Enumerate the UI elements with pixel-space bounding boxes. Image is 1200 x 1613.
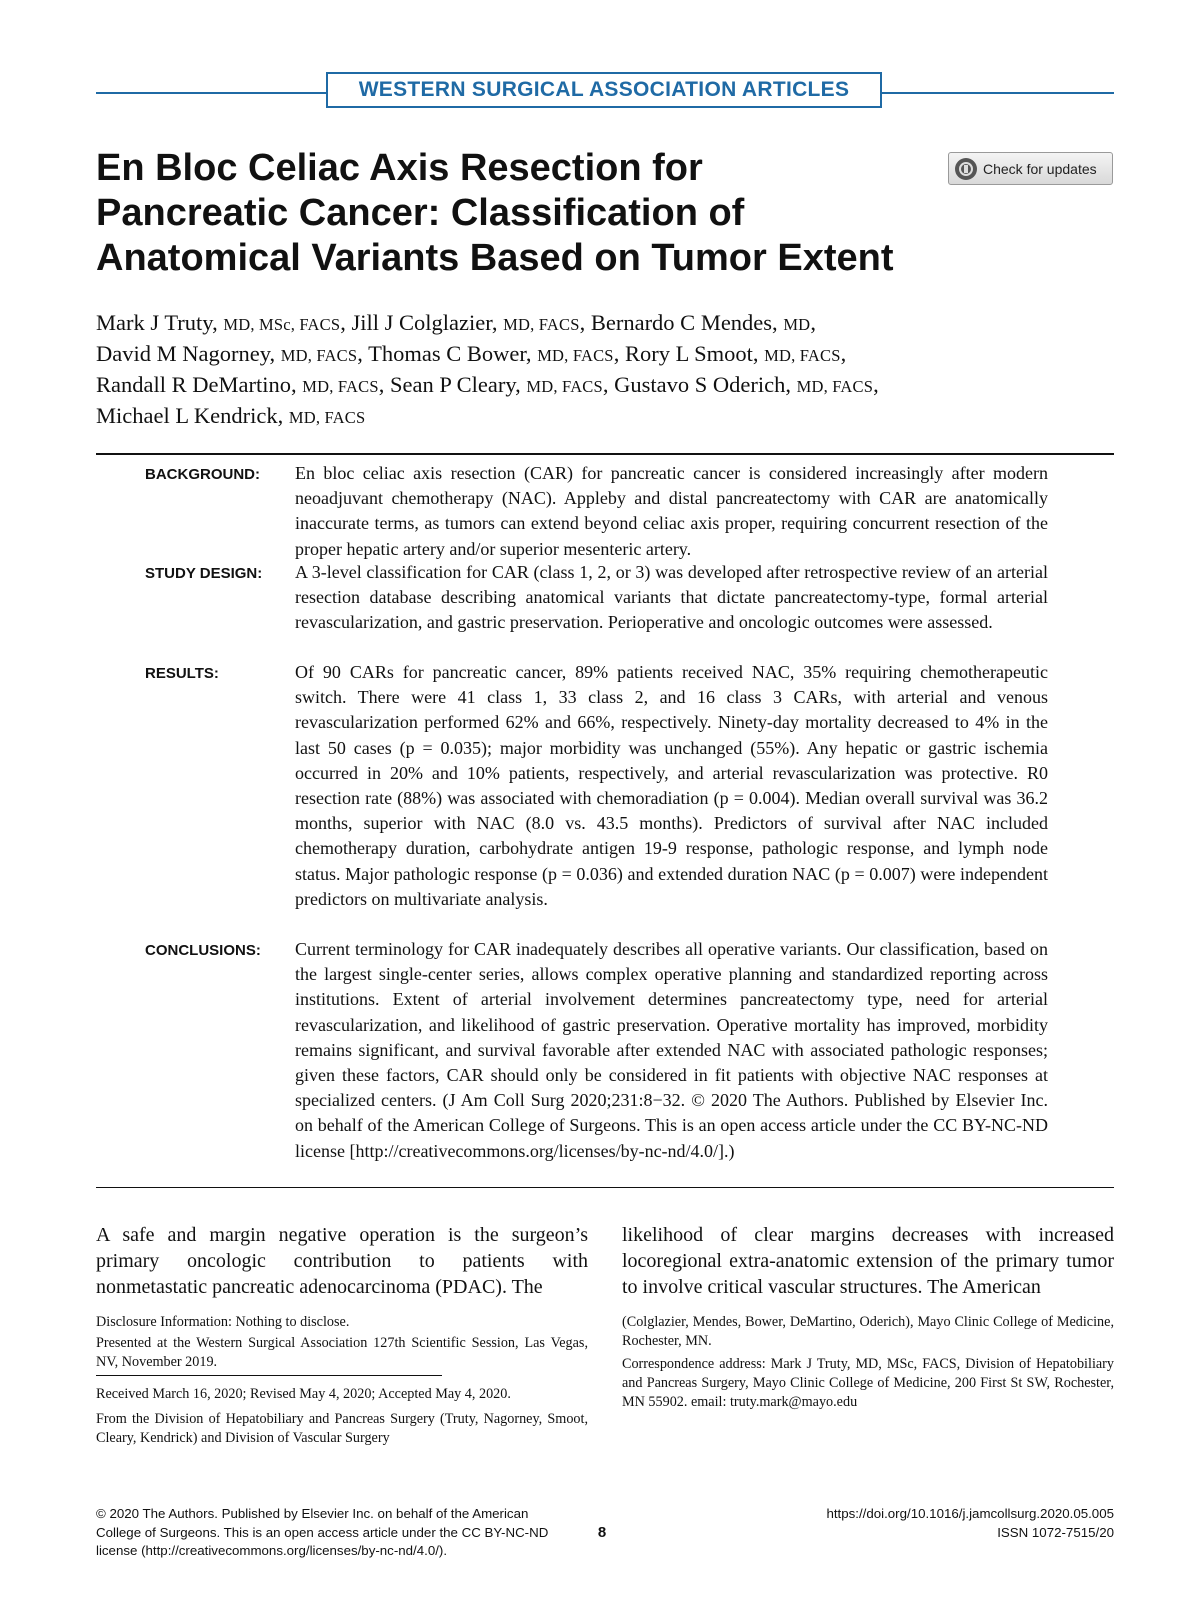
author-degrees: MD, FACS	[526, 377, 603, 396]
header-rule-left	[96, 92, 328, 94]
author-degrees: MD, FACS	[764, 346, 841, 365]
check-for-updates-label: Check for updates	[983, 160, 1097, 177]
footer-license-line: © 2020 The Authors. Published by Elsevier Inc. on behalf of the American	[96, 1506, 529, 1521]
background-text: En bloc celiac axis resection (CAR) for pancreatic cancer is considered increasingly after modern neoadjuvant chemotherapy (NAC). Appleby and distal pancreatectomy with CAR are anatomically inaccurate terms, as tumors can extend beyond celiac axis proper, requiring concurrent resection of the proper hepatic artery and/or superior mesenteric artery.	[295, 463, 1048, 559]
background-label: BACKGROUND:	[145, 466, 260, 483]
footer-license	[96, 1505, 576, 1561]
author-degrees: MD, FACS	[288, 408, 366, 427]
page-number: 8	[597, 1524, 607, 1541]
section-header-label: WESTERN SURGICAL ASSOCIATION ARTICLES	[358, 78, 850, 101]
author-name: , Thomas C Bower,	[357, 341, 538, 366]
author-name: Michael L Kendrick,	[96, 403, 289, 428]
author-name: Randall R DeMartino,	[96, 372, 303, 397]
presented-note: Presented at the Western Surgical Association 127th Scientific Session, Las Vegas, NV, November 2019.	[96, 1335, 588, 1370]
author-name: , Jill J Colglazier,	[340, 310, 504, 335]
header-rule-right	[880, 92, 1114, 94]
title-line: En Bloc Celiac Axis Resection for	[96, 147, 703, 189]
author-degrees: MD	[783, 315, 811, 334]
body-text-left: A safe and margin negative operation is the surgeon’s primary oncologic contribution to patients with nonmetastatic pancreatic adenocarcinoma (PDAC). The	[96, 1224, 588, 1298]
author-separator: ,	[840, 341, 847, 366]
study-design-label: STUDY DESIGN:	[145, 565, 263, 582]
author-list	[96, 308, 1116, 432]
notes-rule	[96, 1375, 442, 1376]
footer-license-line: license (http://creativecommons.org/licenses/by-nc-nd/4.0/).	[96, 1543, 448, 1558]
disclosure-note: Disclosure Information: Nothing to disclose.	[96, 1314, 350, 1330]
issn: ISSN 1072-7515/20	[997, 1524, 1114, 1540]
results-label: RESULTS:	[145, 665, 219, 682]
author-separator: ,	[873, 372, 879, 397]
study-design-text: A 3-level classification for CAR (class 1, 2, or 3) was developed after retrospective review of an arterial resection database describing anatomical variants that dictate pancreatectomy-type, formal arterial revascularization, and gastric preservation. Perioperative and oncologic outcomes were assessed.	[295, 562, 1048, 633]
author-line	[96, 370, 1116, 401]
footer-license-line: College of Surgeons. This is an open access article under the CC BY-NC-ND	[96, 1524, 549, 1540]
author-separator: ,	[810, 310, 816, 335]
author-name: , Bernardo C Mendes,	[579, 310, 784, 335]
footer-identifiers	[700, 1505, 1114, 1542]
conclusions-text: Current terminology for CAR inadequately describes all operative variants. Our classification, based on the largest single-center series, allows complex operative planning and standardized reporting across institutions. Extent of arterial involvement determines pancreatectomy type, need for arterial revascularization, and likelihood of gastric preservation. Operative mortality has improved, morbidity remains significant, and survival favorable after extended NAC with associated pathologic responses; given these factors, CAR should only be considered in fit patients with objective NAC responses at specialized centers. (J Am Coll Surg 2020;231:8−32. © 2020 The Authors. Published by Elsevier Inc. on behalf of the American College of Surgeons. This is an open access article under the CC BY-NC-ND license [http://creativecommons.org/licenses/by-nc-nd/4.0/].)	[295, 939, 1048, 1161]
author-line	[96, 308, 1116, 339]
received-note: Received March 16, 2020; Revised May 4, 2020; Accepted May 4, 2020.	[96, 1386, 511, 1402]
section-header	[326, 72, 882, 108]
crossmark-icon	[955, 158, 977, 180]
title-line: Pancreatic Cancer: Classification of	[96, 192, 745, 234]
author-name: , Gustavo S Oderich,	[602, 372, 797, 397]
author-name: , Sean P Cleary,	[378, 372, 527, 397]
author-degrees: MD, FACS	[503, 315, 580, 334]
title-line: Anatomical Variants Based on Tumor Extent	[96, 237, 894, 279]
author-degrees: MD, FACS	[537, 346, 614, 365]
affiliation-continued-note: (Colglazier, Mendes, Bower, DeMartino, Oderich), Mayo Clinic College of Medicine, Rochester, MN.	[622, 1314, 1114, 1349]
author-degrees: MD, FACS	[280, 346, 358, 365]
correspondence-note: Correspondence address: Mark J Truty, MD, MSc, FACS, Division of Hepatobiliary and Pancreas Surgery, Mayo Clinic College of Medicine, 200 First St SW, Rochester, MN 55902. email: truty.mark@mayo.edu	[622, 1356, 1114, 1410]
author-degrees: MD, FACS	[796, 377, 874, 396]
results-text: Of 90 CARs for pancreatic cancer, 89% patients received NAC, 35% requiring chemotherapeutic switch. There were 41 class 1, 33 class 2, and 16 class 3 CARs, with arterial and venous revascularization performed 62% and 66%, respectively. Ninety-day mortality decreased to 4% in the last 50 cases (p = 0.035); major morbidity was unchanged (55%). Any hepatic or gastric ischemia occurred in 20% and 10% patients, respectively, and arterial revascularization was protective. R0 resection rate (88%) was associated with chemoradiation (p = 0.004). Median overall survival was 36.2 months, superior with NAC (8.0 vs. 43.5 months). Predictors of survival after NAC included chemotherapy duration, carbohydrate antigen 19-9 response, pathologic response, and lymph node status. Major pathologic response (p = 0.036) and extended duration NAC (p = 0.007) were independent predictors on multivariate analysis.	[295, 662, 1048, 909]
author-line	[96, 401, 1116, 432]
check-for-updates-button[interactable]	[948, 152, 1113, 185]
author-degrees: MD, MSc, FACS	[223, 315, 341, 334]
body-text-right: likelihood of clear margins decreases with increased locoregional extra-anatomic extension of the primary tumor to involve critical vascular structures. The American	[622, 1224, 1114, 1298]
author-name: Mark J Truty,	[96, 310, 224, 335]
abstract-top-rule	[96, 453, 1114, 455]
author-name: , Rory L Smoot,	[613, 341, 765, 366]
author-name: David M Nagorney,	[96, 341, 281, 366]
article-title	[96, 146, 896, 281]
affiliation-note: From the Division of Hepatobiliary and Pancreas Surgery (Truty, Nagorney, Smoot, Cleary, Kendrick) and Division of Vascular Surgery	[96, 1411, 588, 1446]
conclusions-label: CONCLUSIONS:	[145, 942, 261, 959]
abstract-bottom-rule	[96, 1187, 1114, 1188]
doi-link[interactable]: https://doi.org/10.1016/j.jamcollsurg.2020.05.005	[826, 1506, 1114, 1521]
author-line	[96, 339, 1116, 370]
author-degrees: MD, FACS	[302, 377, 379, 396]
